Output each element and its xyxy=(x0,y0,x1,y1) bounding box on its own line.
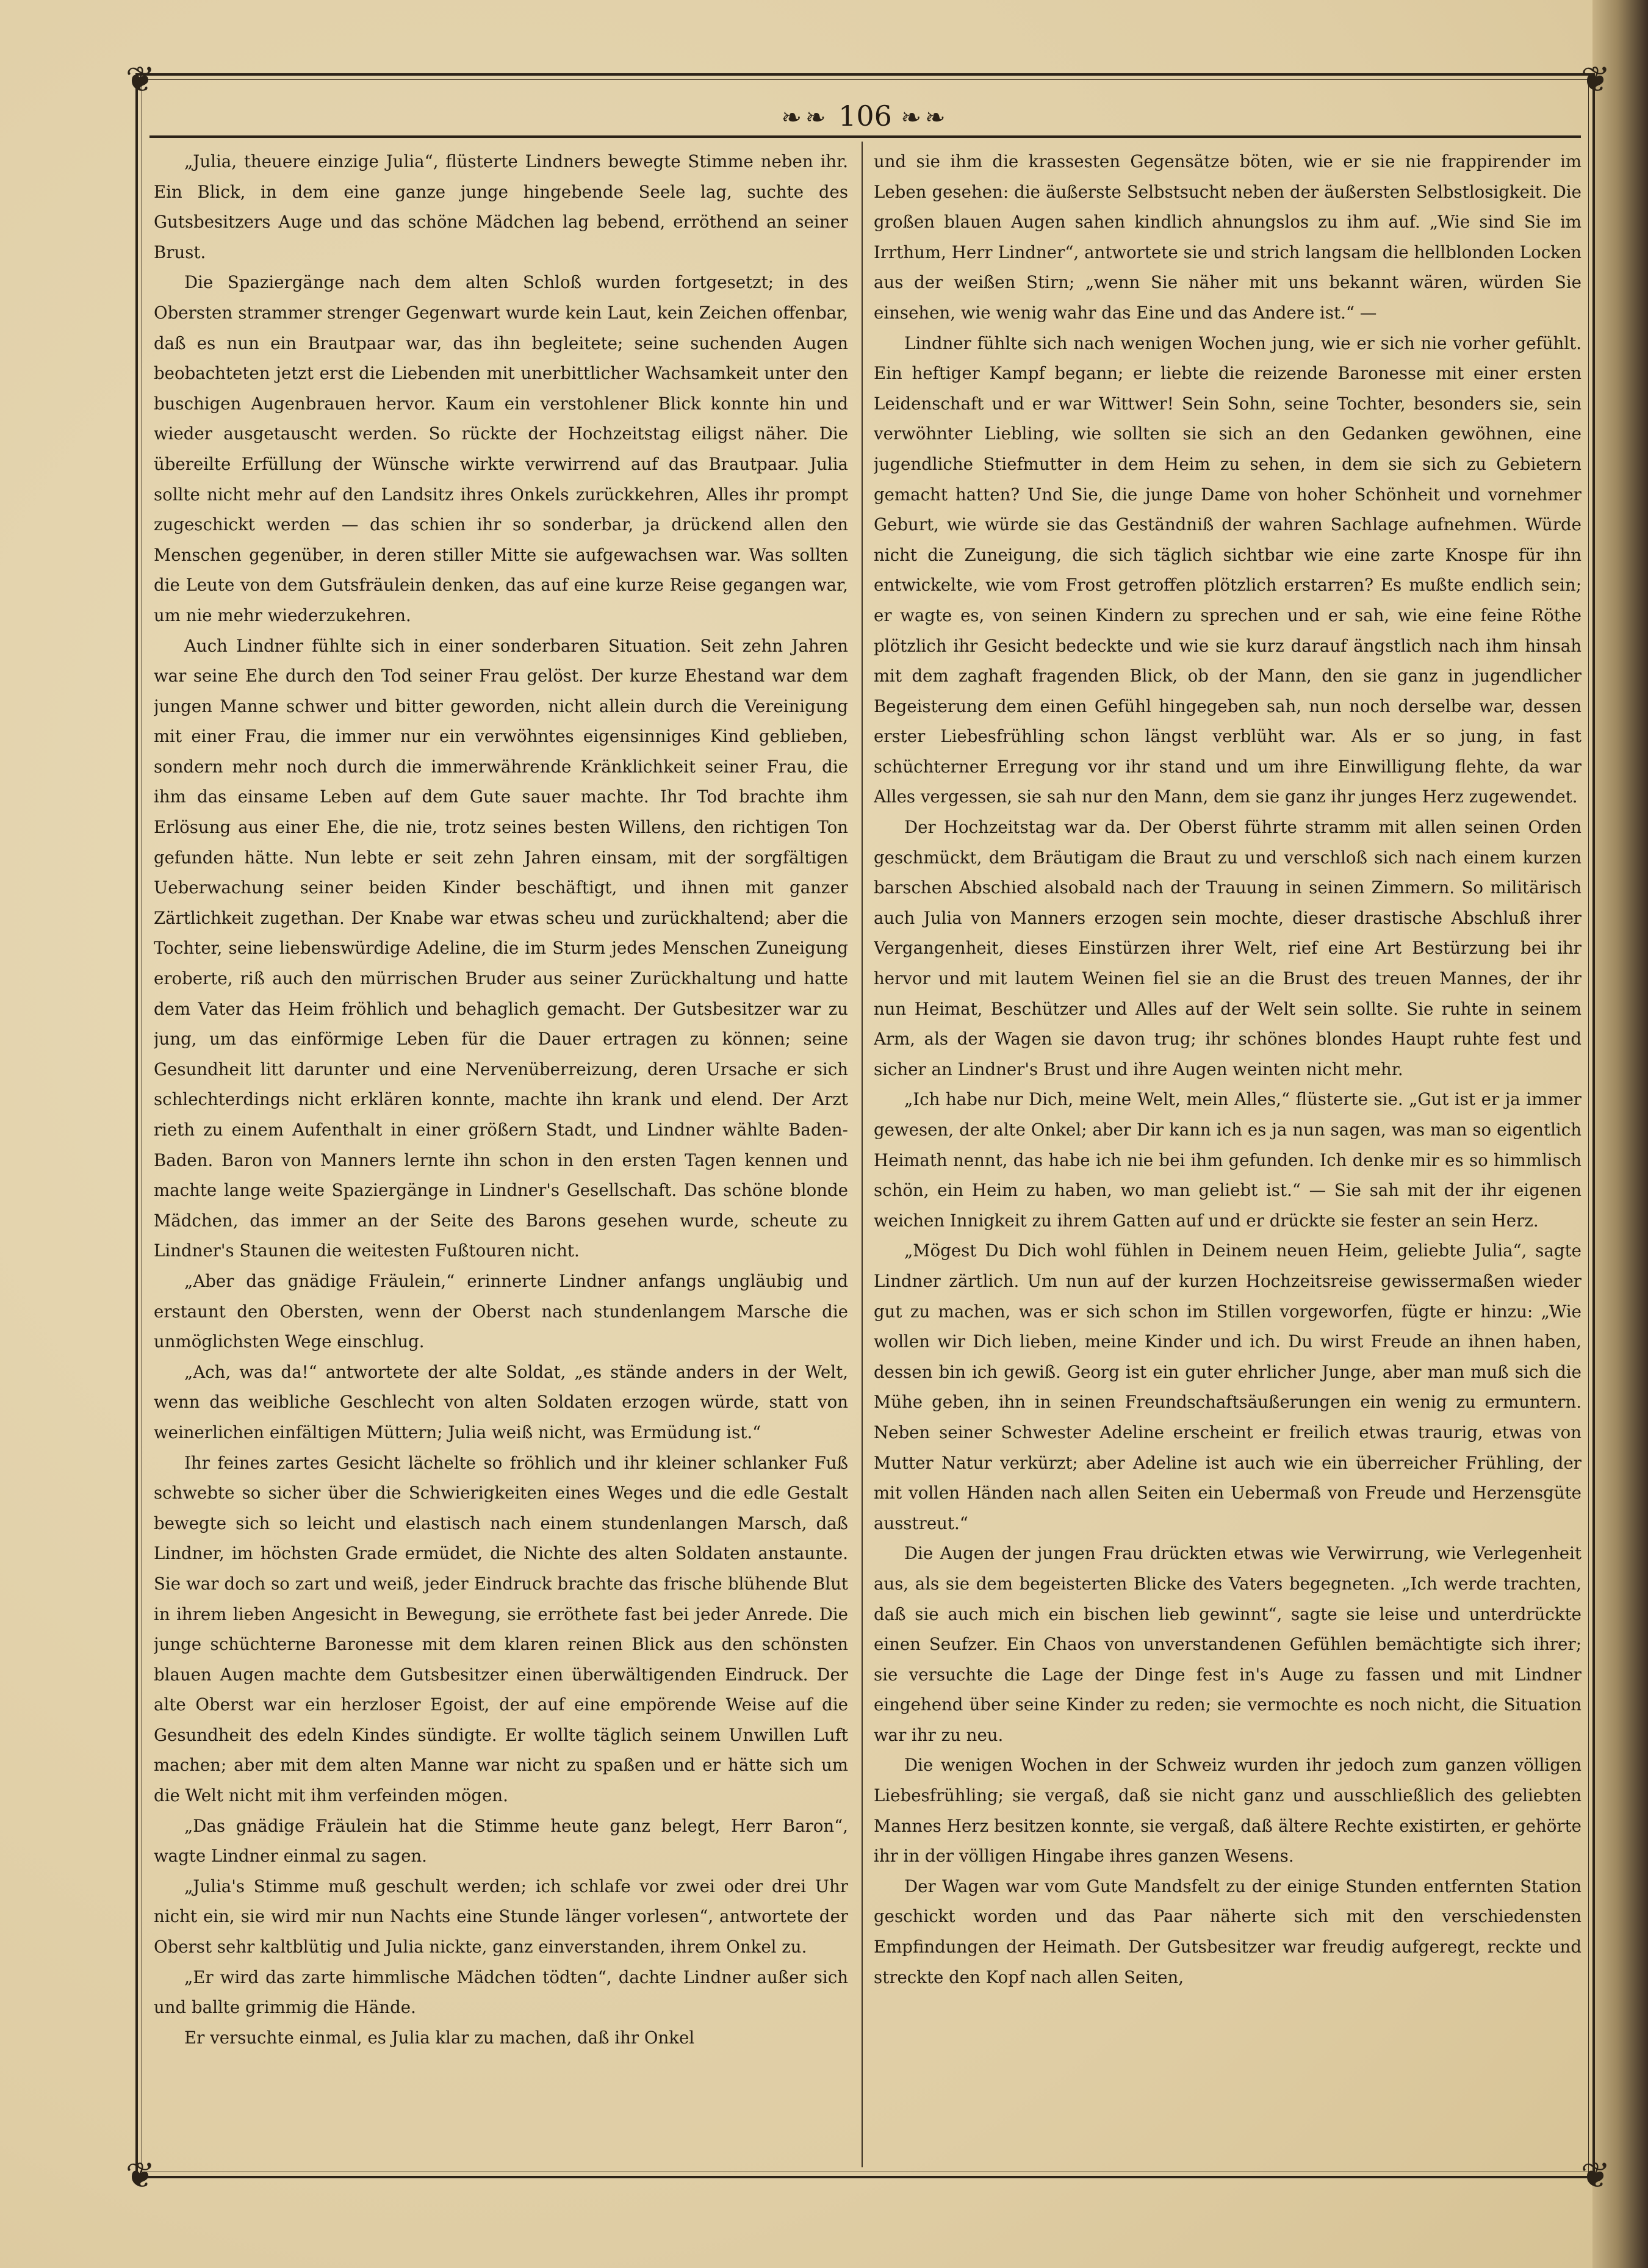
paragraph: Die Spaziergänge nach dem alten Schloß wurden fortgesetzt; in des Obersten strammer strenger Gegenwart wurde kein Laut, kein Zeichen offenbar, daß es nun ein Brautpaar war, das ihn begleitete; seine suchenden Augen beobachteten jetzt erst die Liebenden mit unerbittlicher Wachsamkeit unter den buschigen Augenbrauen hervor. Kaum ein verstohlener Blick konnte hin und wieder ausgetauscht werden. So rückte der Hochzeitstag eiligst näher. Die übereilte Erfüllung der Wünsche wirkte verwirrend auf das Brautpaar. Julia sollte nicht mehr auf den Landsitz ihres Onkels zurückkehren, Alles ihr prompt zugeschickt werden — das schien ihr so sonderbar, ja drückend allen den Menschen gegenüber, in deren stiller Mitte sie aufgewachsen war. Was sollten die Leute von dem Gutsfräulein denken, das auf eine kurze Reise gegangen war, um nie mehr wiederzukehren. xyxy=(154,272,848,625)
paragraph: Lindner fühlte sich nach wenigen Wochen jung, wie er sich nie vorher gefühlt. Ein heftiger Kampf begann; er liebte die reizende Baronesse mit einer ersten Leidenschaft und er war Wittwer! Sein Sohn, seine Tochter, besonders sie, sein verwöhnter Liebling, wie sollten sie sich an den Gedanken gewöhnen, eine jugendliche Stiefmutter in dem Heim zu sehen, in dem sie sich zu Gebietern gemacht hatten? Und Sie, die junge Dame von hoher Schönheit und vornehmer Geburt, wie würde sie das Geständniß der wahren Sachlage aufnehmen. Würde nicht die Zuneigung, die sich täglich sichtbar wie eine zarte Knospe für ihn entwickelte, wie vom Frost getroffen plötzlich erstarren? Es mußte endlich sein; er wagte es, von seinen Kindern zu sprechen und er sah, wie eine feine Röthe plötzlich ihr Gesicht bedeckte und wie sie kurz darauf ängstlich nach ihm hinsah mit dem zaghaft fragenden Blick, ob der Mann, den sie ganz in jugendlicher Begeisterung dem einen Gefühl hingegeben sah, nun noch derselbe war, dessen erster Liebesfrühling schon längst verblüht war. Als er so jung, in fast schüchterner Erregung vor ihr stand und um ihre Einwilligung flehte, da war Alles vergessen, sie sah nur den Mann, dem sie ganz ihr junges Herz zugewendet. xyxy=(874,333,1581,807)
corner-ornament-icon: ❦ xyxy=(125,2155,156,2196)
page-header xyxy=(142,92,1589,140)
page-number: 106 xyxy=(838,99,892,132)
paragraph: „Ach, was da!“ antwortete der alte Soldat, „es stände anders in der Welt, wenn das weibliche Geschlecht von alten Soldaten erzogen würde, statt von weinerlichen einfältigen Müttern; Julia weiß nicht, was Ermüdung ist.“ xyxy=(154,1361,848,1442)
paragraph: „Er wird das zarte himmlische Mädchen tödten“, dachte Lindner außer sich und ballte grimmig die Hände. xyxy=(154,1967,848,2018)
right-column xyxy=(874,146,1581,2166)
header-ornament-left-icon: ❧❧ xyxy=(781,104,830,132)
header-rule xyxy=(149,135,1581,138)
paragraph: Die Augen der jungen Frau drückten etwas wie Verwirrung, wie Verlegenheit aus, als sie dem begeisterten Blicke des Vaters begegneten. „Ich werde trachten, daß sie auch mich ein bischen lieb gewinnt“, sagte sie leise und unterdrückte einen Seufzer. Ein Chaos von unverstandenen Gefühlen bemächtigte sich ihrer; sie versuchte die Lage der Dinge fest in's Auge zu fassen und mit Lindner eingehend über seine Kinder zu reden; sie vermochte es noch nicht, die Situation war ihr zu neu. xyxy=(874,1543,1581,1745)
column-divider xyxy=(862,142,863,2167)
paragraph: Ihr feines zartes Gesicht lächelte so fröhlich und ihr kleiner schlanker Fuß schwebte so sicher über die Schwierigkeiten eines Weges und die edle Gestalt bewegte sich so leicht und elastisch nach einem stundenlangen Marsch, daß Lindner, im höchsten Grade ermüdet, die Nichte des alten Soldaten anstaunte. Sie war doch so zart und weiß, jeder Eindruck brachte das frische blühende Blut in ihrem lieben Angesicht in Bewegung, sie erröthete fast bei jeder Anrede. Die junge schüchterne Baronesse mit dem klaren reinen Blick aus den schönsten blauen Augen machte dem Gutsbesitzer einen überwältigenden Eindruck. Der alte Oberst war ein herzloser Egoist, der auf eine empörende Weise auf die Gesundheit des edeln Kindes sündigte. Er wollte täglich seinem Unwillen Luft machen; aber mit dem alten Manne war nicht zu spaßen und er hätte sich um die Welt nicht mit ihm verfeinden mögen. xyxy=(154,1452,848,1806)
paragraph: „Das gnädige Fräulein hat die Stimme heute ganz belegt, Herr Baron“, wagte Lindner einmal zu sagen. xyxy=(154,1815,848,1867)
paragraph: Auch Lindner fühlte sich in einer sonderbaren Situation. Seit zehn Jahren war seine Ehe durch den Tod seiner Frau gelöst. Der kurze Ehestand war dem jungen Manne schwer und bitter geworden, nicht allein durch die Vereinigung mit einer Frau, die immer nur ein verwöhntes eigensinniges Kind geblieben, sondern mehr noch durch die immerwährende Kränklichkeit seiner Frau, die ihm das einsame Leben auf dem Gute sauer machte. Ihr Tod brachte ihm Erlösung aus einer Ehe, die nie, trotz seines besten Willens, den richtigen Ton gefunden hätte. Nun lebte er seit zehn Jahren einsam, mit der sorgfältigen Ueberwachung seiner beiden Kinder beschäftigt, und ihnen mit ganzer Zärtlichkeit zugethan. Der Knabe war etwas scheu und zurückhaltend; aber die Tochter, seine liebenswürdige Adeline, die im Sturm jedes Menschen Zuneigung eroberte, riß auch den mürrischen Bruder aus seiner Zurückhaltung und hatte dem Vater das Heim fröhlich und behaglich gemacht. Der Gutsbesitzer war zu jung, um das einförmige Leben für die Dauer ertragen zu können; seine Gesundheit litt darunter und eine Nervenüberreizung, deren Ursache er sich schlechterdings nicht erklären konnte, machte ihn krank und elend. Der Arzt rieth zu einem Aufenthalt in einer größern Stadt, und Lindner wählte Baden-Baden. Baron von Manners lernte ihn schon in den ersten Tagen kennen und machte lange weite Spaziergänge in Lindner's Gesellschaft. Das schöne blonde Mädchen, das immer an der Seite des Barons gesehen wurde, scheute zu Lindner's Staunen die weitesten Fußtouren nicht. xyxy=(154,635,848,1261)
paragraph: „Mögest Du Dich wohl fühlen in Deinem neuen Heim, geliebte Julia“, sagte Lindner zärtlich. Um nun auf der kurzen Hochzeitsreise gewissermaßen wieder gut zu machen, was er sich schon im Stillen vorgeworfen, fügte er hinzu: „Wie wollen wir Dich lieben, meine Kinder und ich. Du wirst Freude an ihnen haben, dessen bin ich gewiß. Georg ist ein guter ehrlicher Junge, aber man muß sich die Mühe geben, ihn in seinen Freundschaftsäußerungen ein wenig zu ermuntern. Neben seiner Schwester Adeline erscheint er freilich etwas traurig, etwas von Mutter Natur verkürzt; aber Adeline ist auch wie ein überreicher Frühling, der mit vollen Händen nach allen Seiten ein Uebermaß von Freude und Herzensgüte ausstreut.“ xyxy=(874,1240,1581,1533)
paragraph: „Ich habe nur Dich, meine Welt, mein Alles,“ flüsterte sie. „Gut ist er ja immer gewesen, der alte Onkel; aber Dir kann ich es ja nun sagen, was man so eigentlich Heimath nennt, das habe ich nie bei ihm gefunden. Ich denke mir es so himmlisch schön, ein Heim zu haben, wo man geliebt ist.“ — Sie sah mit der ihr eigenen weichen Innigkeit zu ihrem Gatten auf und er drückte sie fester an sein Herz. xyxy=(874,1089,1581,1231)
corner-ornament-icon: ❦ xyxy=(1580,2155,1611,2196)
paragraph: Der Hochzeitstag war da. Der Oberst führte stramm mit allen seinen Orden geschmückt, dem Bräutigam die Braut zu und verschloß sich nach einem kurzen barschen Abschied alsobald nach der Trauung in seinen Zimmern. So militärisch auch Julia von Manners erzogen sein mochte, dieser drastische Abschluß ihrer Vergangenheit, dieses Einstürzen ihrer Welt, rief eine Art Bestürzung bei ihr hervor und mit lautem Weinen fiel sie an die Brust des treuen Mannes, der ihr nun Heimat, Beschützer und Alles auf der Welt sein sollte. Sie ruhte in seinem Arm, als der Wagen sie davon trug; ihr schönes blondes Haupt ruhte fest und sicher an Lindner's Brust und ihre Augen weinten nicht mehr. xyxy=(874,817,1581,1079)
page-binding-edge xyxy=(1592,0,1648,2268)
corner-ornament-icon: ❦ xyxy=(1580,59,1611,100)
paragraph: „Julia's Stimme muß geschult werden; ich schlafe vor zwei oder drei Uhr nicht ein, sie wird mir nun Nachts eine Stunde länger vorlesen“, antwortete der Oberst sehr kaltblütig und Julia nickte, ganz einverstanden, ihrem Onkel zu. xyxy=(154,1876,848,1957)
header-ornament-right-icon: ❧❧ xyxy=(901,104,949,132)
corner-ornament-icon: ❦ xyxy=(125,59,156,100)
paragraph: Der Wagen war vom Gute Mandsfelt zu der einige Stunden entfernten Station geschickt worden und das Paar näherte sich mit den verschiedensten Empfindungen der Heimath. Der Gutsbesitzer war freudig aufgeregt, reckte und streckte den Kopf nach allen Seiten, xyxy=(874,1876,1581,1987)
paragraph: „Aber das gnädige Fräulein,“ erinnerte Lindner anfangs ungläubig und erstaunt den Obersten, wenn der Oberst nach stundenlangem Marsche die unmöglichsten Wege einschlug. xyxy=(154,1270,848,1352)
paragraph: Die wenigen Wochen in der Schweiz wurden ihr jedoch zum ganzen völligen Liebesfrühling; sie vergaß, daß sie nicht ganz und ausschließlich des geliebten Mannes Herz besitzen konnte, sie vergaß, daß ältere Rechte existirten, er gehörte ihr in der völligen Hingabe ihres ganzen Wesens. xyxy=(874,1755,1581,1867)
paragraph: Er versuchte einmal, es Julia klar zu machen, daß ihr Onkel xyxy=(184,2027,695,2048)
left-column xyxy=(154,146,848,2166)
paragraph: und sie ihm die krassesten Gegensätze böten, wie er sie nie frappirender im Leben gesehen: die äußerste Selbstsucht neben der äußersten Selbstlosigkeit. Die großen blauen Augen sahen kindlich ahnungslos zu ihm auf. „Wie sind Sie im Irrthum, Herr Lindner“, antwortete sie und strich langsam die hellblonden Locken aus der weißen Stirn; „wenn Sie näher mit uns bekannt wären, würden Sie einsehen, wie wenig wahr das Eine und das Andere ist.“ — xyxy=(874,151,1581,323)
paragraph: „Julia, theuere einzige Julia“, flüsterte Lindners bewegte Stimme neben ihr. Ein Blick, in dem eine ganze junge hingebende Seele lag, suchte des Gutsbesitzers Auge und das schöne Mädchen lag bebend, erröthend an seiner Brust. xyxy=(154,151,848,262)
